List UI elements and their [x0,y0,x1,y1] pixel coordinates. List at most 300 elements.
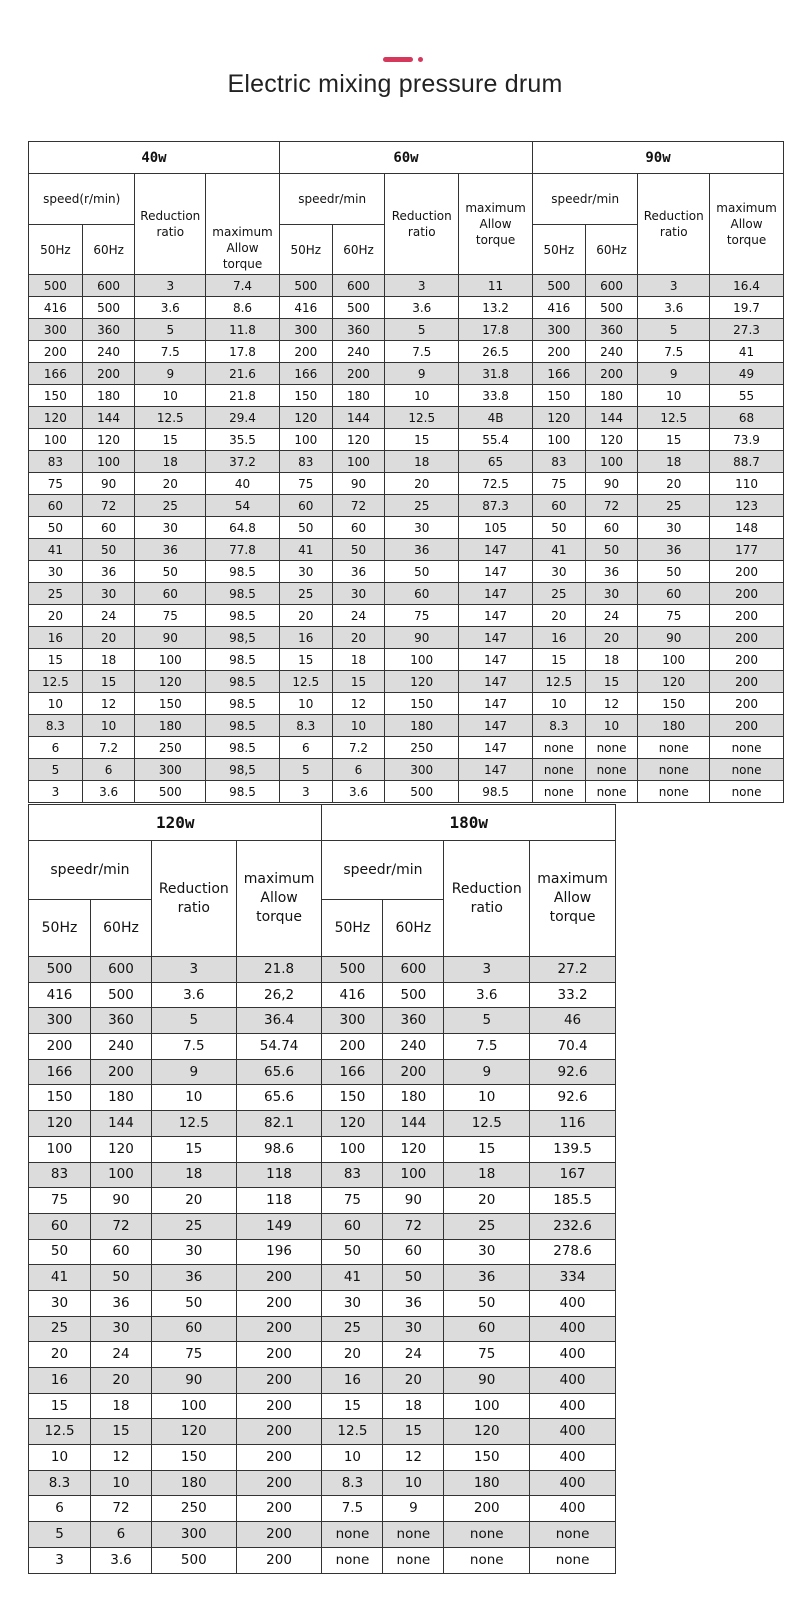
reduction-ratio-cell: 50 [135,561,206,583]
max-torque-header-text: maximum Allow torque [465,201,526,247]
speed-50hz-cell: 60 [279,495,332,517]
table-row [29,1265,616,1291]
table-row [29,1445,616,1471]
table-row [29,649,784,671]
max-torque-cell: 41 [710,341,784,363]
table-row [29,1419,616,1445]
speed-60hz-cell: 200 [332,363,385,385]
max-torque-cell: 13.2 [459,297,533,319]
max-torque-cell: 200 [236,1290,322,1316]
reduction-ratio-cell: 25 [638,495,710,517]
max-torque-cell: 11 [459,275,533,297]
speed-60hz-cell: 3.6 [91,1547,152,1573]
speed-50hz-cell: 16 [29,1368,91,1394]
speed-60hz-cell: 12 [585,693,638,715]
speed-header: speedr/min [279,174,384,225]
reduction-ratio-cell: 250 [135,737,206,759]
max-torque-cell: 147 [459,627,533,649]
reduction-ratio-cell: 10 [385,385,459,407]
max-torque-cell: 98.5 [206,649,280,671]
max-torque-cell: 200 [710,693,784,715]
reduction-ratio-header [638,174,710,275]
speed-60hz-cell: 7.2 [82,737,135,759]
speed-50hz-cell: 41 [532,539,585,561]
table-row [29,715,784,737]
speed-60hz-cell: 100 [585,451,638,473]
table-row [29,385,784,407]
speed-60hz-cell: 12 [383,1445,444,1471]
speed-50hz-cell: 166 [322,1059,383,1085]
max-torque-cell: 400 [530,1393,616,1419]
speed-60hz-cell: none [383,1522,444,1548]
speed-60hz-cell: 180 [91,1085,152,1111]
max-torque-cell: 400 [530,1290,616,1316]
speed-60hz-cell: 12 [91,1445,152,1471]
speed-60hz-cell: 18 [383,1393,444,1419]
speed-50hz-cell: 120 [29,407,83,429]
speed-60hz-cell: 600 [91,957,152,983]
table-row [29,1470,616,1496]
speed-60hz-cell: 50 [585,539,638,561]
max-torque-cell: 77.8 [206,539,280,561]
speed-50hz-cell: 200 [29,341,83,363]
speed-60hz-cell: 10 [91,1470,152,1496]
speed-60hz-cell: 360 [332,319,385,341]
reduction-ratio-cell: 20 [444,1188,530,1214]
reduction-ratio-header-text: Reduction ratio [391,209,452,239]
table-row [29,1136,616,1162]
speed-60hz-cell: 90 [585,473,638,495]
speed-50hz-cell: 416 [279,297,332,319]
speed-50hz-cell: 500 [29,275,83,297]
table-row [29,1188,616,1214]
table-row [29,1239,616,1265]
speed-60hz-cell: 120 [332,429,385,451]
speed-50hz-cell: 5 [279,759,332,781]
max-torque-header-text: maximum Allow torque [212,225,273,271]
max-torque-cell: 200 [710,671,784,693]
max-torque-cell: 334 [530,1265,616,1291]
max-torque-cell: 118 [236,1188,322,1214]
speed-50hz-cell: 120 [322,1111,383,1137]
reduction-ratio-cell: 90 [385,627,459,649]
reduction-ratio-cell: 20 [135,473,206,495]
reduction-ratio-cell: 20 [638,473,710,495]
reduction-ratio-cell: 9 [638,363,710,385]
speed-50hz-cell: 5 [29,1522,91,1548]
reduction-ratio-cell: 250 [385,737,459,759]
max-torque-cell: 148 [710,517,784,539]
max-torque-cell: 55.4 [459,429,533,451]
reduction-ratio-header-text: Reduction ratio [643,209,704,239]
reduction-ratio-cell: 60 [135,583,206,605]
reduction-ratio-cell: 90 [151,1368,236,1394]
speed-60hz-cell: 240 [383,1034,444,1060]
speed-60hz-cell: 72 [91,1496,152,1522]
speed-50hz-cell: 75 [322,1188,383,1214]
max-torque-cell: 196 [236,1239,322,1265]
max-torque-cell: 46 [530,1008,616,1034]
max-torque-cell: 88.7 [710,451,784,473]
speed-50hz-cell: 416 [29,982,91,1008]
table-row [29,1522,616,1548]
max-torque-header [236,841,322,957]
speed-50hz-cell: 25 [29,1316,91,1342]
reduction-ratio-cell: 36 [444,1265,530,1291]
reduction-ratio-cell: 200 [444,1496,530,1522]
speed-60hz-cell: 90 [82,473,135,495]
speed-60hz-cell: 180 [82,385,135,407]
speed-60hz-cell: 18 [332,649,385,671]
speed-60hz-cell: 3.6 [332,781,385,803]
max-torque-header [530,841,616,957]
reduction-ratio-cell: 120 [444,1419,530,1445]
reduction-ratio-header [151,841,236,957]
reduction-ratio-cell: 3 [444,957,530,983]
hz60-header: 60Hz [82,225,135,275]
speed-60hz-cell: none [585,759,638,781]
speed-50hz-cell: 3 [29,1547,91,1573]
speed-50hz-cell: 16 [279,627,332,649]
speed-60hz-cell: 18 [82,649,135,671]
reduction-ratio-cell: 10 [151,1085,236,1111]
max-torque-cell: 400 [530,1316,616,1342]
speed-50hz-cell: 416 [322,982,383,1008]
max-torque-cell: 200 [236,1316,322,1342]
reduction-ratio-cell: 300 [135,759,206,781]
speed-60hz-cell: 72 [383,1213,444,1239]
reduction-ratio-cell: 5 [135,319,206,341]
speed-60hz-cell: 120 [585,429,638,451]
reduction-ratio-cell: 5 [385,319,459,341]
table-row [29,341,784,363]
max-torque-cell: 147 [459,561,533,583]
speed-60hz-cell: 24 [383,1342,444,1368]
speed-60hz-cell: 90 [332,473,385,495]
reduction-ratio-cell: 180 [444,1470,530,1496]
reduction-ratio-cell: 75 [151,1342,236,1368]
speed-50hz-cell: 83 [532,451,585,473]
table-row [29,1393,616,1419]
table-row [29,473,784,495]
reduction-ratio-cell: 120 [135,671,206,693]
speed-50hz-cell: 100 [279,429,332,451]
speed-50hz-cell: 8.3 [29,1470,91,1496]
max-torque-cell: 33.2 [530,982,616,1008]
speed-60hz-cell: 20 [585,627,638,649]
speed-60hz-cell: 60 [82,517,135,539]
speed-50hz-cell: 120 [29,1111,91,1137]
max-torque-cell: 87.3 [459,495,533,517]
reduction-ratio-cell: 30 [638,517,710,539]
speed-50hz-cell: 150 [279,385,332,407]
reduction-ratio-cell: 300 [385,759,459,781]
max-torque-cell: 98.5 [206,737,280,759]
speed-50hz-cell: 150 [532,385,585,407]
reduction-ratio-cell: 3 [151,957,236,983]
max-torque-cell: 33.8 [459,385,533,407]
speed-60hz-cell: 20 [383,1368,444,1394]
max-torque-cell: 200 [710,649,784,671]
reduction-ratio-cell: 12.5 [444,1111,530,1137]
speed-header: speed(r/min) [29,174,135,225]
max-torque-cell: 98,5 [206,759,280,781]
speed-50hz-cell: none [532,737,585,759]
speed-50hz-cell: 100 [532,429,585,451]
table-row [29,1162,616,1188]
speed-50hz-cell: 8.3 [29,715,83,737]
max-torque-cell: 149 [236,1213,322,1239]
max-torque-cell: 29.4 [206,407,280,429]
speed-50hz-cell: 25 [279,583,332,605]
reduction-ratio-cell: 18 [444,1162,530,1188]
table-row [29,781,784,803]
column-header-row [29,174,784,225]
reduction-ratio-cell: 9 [444,1059,530,1085]
speed-60hz-cell: 10 [383,1470,444,1496]
speed-50hz-cell: 166 [29,1059,91,1085]
speed-60hz-cell: 30 [82,583,135,605]
speed-50hz-cell: 16 [532,627,585,649]
max-torque-cell: 27.2 [530,957,616,983]
max-torque-cell: 118 [236,1162,322,1188]
speed-50hz-cell: 12.5 [29,671,83,693]
speed-50hz-cell: 7.5 [322,1496,383,1522]
max-torque-cell: 26.5 [459,341,533,363]
speed-60hz-cell: 72 [585,495,638,517]
reduction-ratio-cell: 100 [135,649,206,671]
max-torque-cell: 200 [236,1496,322,1522]
max-torque-cell: 147 [459,539,533,561]
spec-table-bottom-body [29,957,616,1574]
speed-60hz-cell: 18 [585,649,638,671]
max-torque-cell: 200 [710,627,784,649]
max-torque-cell: 49 [710,363,784,385]
max-torque-cell: 105 [459,517,533,539]
speed-50hz-cell: 5 [29,759,83,781]
speed-50hz-cell: 300 [29,319,83,341]
speed-60hz-cell: 30 [383,1316,444,1342]
reduction-ratio-cell: 15 [151,1136,236,1162]
table-row [29,1059,616,1085]
speed-60hz-cell: none [383,1547,444,1573]
max-torque-cell: 167 [530,1162,616,1188]
reduction-ratio-cell: 18 [638,451,710,473]
max-torque-cell: 98.5 [206,605,280,627]
speed-60hz-cell: 90 [91,1188,152,1214]
speed-50hz-cell: 6 [29,737,83,759]
reduction-ratio-cell: 3 [638,275,710,297]
speed-60hz-cell: 240 [82,341,135,363]
speed-60hz-cell: 100 [91,1162,152,1188]
reduction-ratio-cell: 180 [638,715,710,737]
reduction-ratio-cell: 30 [444,1239,530,1265]
max-torque-cell: 147 [459,737,533,759]
speed-60hz-cell: 90 [383,1188,444,1214]
speed-50hz-cell: 120 [532,407,585,429]
max-torque-cell: 17.8 [459,319,533,341]
reduction-ratio-cell: 150 [444,1445,530,1471]
speed-60hz-cell: 15 [383,1419,444,1445]
speed-60hz-cell: 10 [82,715,135,737]
speed-60hz-cell: 60 [585,517,638,539]
speed-60hz-cell: 20 [332,627,385,649]
max-torque-cell: 200 [236,1393,322,1419]
hz60-header: 60Hz [585,225,638,275]
speed-50hz-cell: 500 [322,957,383,983]
max-torque-cell: 147 [459,759,533,781]
max-torque-cell: 147 [459,693,533,715]
speed-50hz-cell: 500 [532,275,585,297]
reduction-ratio-cell: 9 [135,363,206,385]
max-torque-cell: 11.8 [206,319,280,341]
max-torque-cell: none [710,759,784,781]
speed-60hz-cell: 12 [332,693,385,715]
table-row [29,561,784,583]
speed-50hz-cell: 75 [29,473,83,495]
reduction-ratio-cell: 60 [444,1316,530,1342]
speed-60hz-cell: 6 [332,759,385,781]
speed-60hz-cell: 10 [585,715,638,737]
reduction-ratio-cell: none [638,781,710,803]
reduction-ratio-cell: 9 [385,363,459,385]
max-torque-cell: 400 [530,1368,616,1394]
reduction-ratio-cell: 50 [385,561,459,583]
reduction-ratio-cell: 25 [151,1213,236,1239]
max-torque-cell: 37.2 [206,451,280,473]
speed-50hz-cell: 12.5 [322,1419,383,1445]
speed-50hz-cell: 83 [29,451,83,473]
speed-50hz-cell: 50 [532,517,585,539]
reduction-ratio-cell: 50 [638,561,710,583]
max-torque-cell: 185.5 [530,1188,616,1214]
speed-50hz-cell: 16 [322,1368,383,1394]
reduction-ratio-cell: 7.5 [638,341,710,363]
table-row [29,759,784,781]
speed-60hz-cell: 20 [82,627,135,649]
max-torque-cell: 98,5 [206,627,280,649]
speed-50hz-cell: 30 [29,1290,91,1316]
max-torque-cell: 147 [459,605,533,627]
speed-60hz-cell: 144 [585,407,638,429]
speed-60hz-cell: 72 [82,495,135,517]
max-torque-cell: 200 [710,583,784,605]
max-torque-header [710,174,784,275]
reduction-ratio-cell: none [638,759,710,781]
speed-60hz-cell: 60 [383,1239,444,1265]
reduction-ratio-cell: 18 [151,1162,236,1188]
max-torque-cell: 139.5 [530,1136,616,1162]
max-torque-cell: 73.9 [710,429,784,451]
reduction-ratio-cell: 75 [444,1342,530,1368]
max-torque-cell: 36.4 [236,1008,322,1034]
speed-60hz-cell: 240 [585,341,638,363]
max-torque-cell: 147 [459,715,533,737]
reduction-ratio-cell: 7.5 [444,1034,530,1060]
reduction-ratio-cell: none [444,1547,530,1573]
speed-60hz-cell: 36 [91,1290,152,1316]
speed-60hz-cell: 30 [585,583,638,605]
speed-60hz-cell: 36 [383,1290,444,1316]
max-torque-cell: 21.8 [236,957,322,983]
max-torque-cell: 98.5 [206,561,280,583]
speed-60hz-cell: 24 [332,605,385,627]
max-torque-cell: none [530,1522,616,1548]
table-row [29,495,784,517]
speed-50hz-cell: 100 [322,1136,383,1162]
reduction-ratio-cell: 150 [385,693,459,715]
speed-50hz-cell: 150 [29,1085,91,1111]
speed-50hz-cell: 25 [29,583,83,605]
reduction-ratio-cell: 7.5 [135,341,206,363]
max-torque-cell: 200 [236,1419,322,1445]
speed-50hz-cell: 200 [279,341,332,363]
speed-60hz-cell: 500 [91,982,152,1008]
reduction-ratio-cell: 7.5 [385,341,459,363]
max-torque-header [206,174,280,275]
max-torque-cell: 98.5 [206,693,280,715]
speed-50hz-cell: 8.3 [322,1470,383,1496]
speed-60hz-cell: 60 [91,1239,152,1265]
table-row [29,1547,616,1573]
speed-50hz-cell: 30 [29,561,83,583]
speed-60hz-cell: 144 [383,1111,444,1137]
accent-dot [418,57,423,62]
power-header-180w: 180w [322,805,616,841]
speed-50hz-cell: 500 [279,275,332,297]
max-torque-cell: 400 [530,1342,616,1368]
reduction-ratio-cell: 30 [151,1239,236,1265]
speed-50hz-cell: 416 [29,297,83,319]
reduction-ratio-cell: 120 [151,1419,236,1445]
speed-50hz-cell: 20 [322,1342,383,1368]
speed-60hz-cell: 20 [91,1368,152,1394]
speed-50hz-cell: 300 [532,319,585,341]
reduction-ratio-cell: 10 [135,385,206,407]
reduction-ratio-header-text: Reduction ratio [158,880,229,916]
speed-50hz-cell: 8.3 [532,715,585,737]
speed-60hz-cell: 24 [585,605,638,627]
table-row [29,1496,616,1522]
hz50-header: 50Hz [322,900,383,957]
max-torque-cell: 147 [459,649,533,671]
table-row [29,1008,616,1034]
max-torque-cell: 8.6 [206,297,280,319]
speed-50hz-cell: 41 [29,1265,91,1291]
table-row [29,363,784,385]
speed-50hz-cell: 83 [29,1162,91,1188]
max-torque-cell: 98.5 [206,671,280,693]
max-torque-header-text: maximum Allow torque [716,201,777,247]
speed-50hz-cell: 500 [29,957,91,983]
speed-60hz-cell: 36 [332,561,385,583]
power-header-120w: 120w [29,805,322,841]
speed-header: speedr/min [29,841,152,900]
table-row [29,583,784,605]
reduction-ratio-cell: 5 [444,1008,530,1034]
speed-60hz-cell: none [585,737,638,759]
hz50-header: 50Hz [532,225,585,275]
speed-50hz-cell: 300 [322,1008,383,1034]
max-torque-cell: 68 [710,407,784,429]
speed-50hz-cell: 83 [322,1162,383,1188]
reduction-ratio-cell: 25 [444,1213,530,1239]
max-torque-cell: 177 [710,539,784,561]
speed-60hz-cell: 200 [585,363,638,385]
max-torque-cell: 65 [459,451,533,473]
max-torque-header [459,174,533,275]
speed-header: speedr/min [322,841,444,900]
